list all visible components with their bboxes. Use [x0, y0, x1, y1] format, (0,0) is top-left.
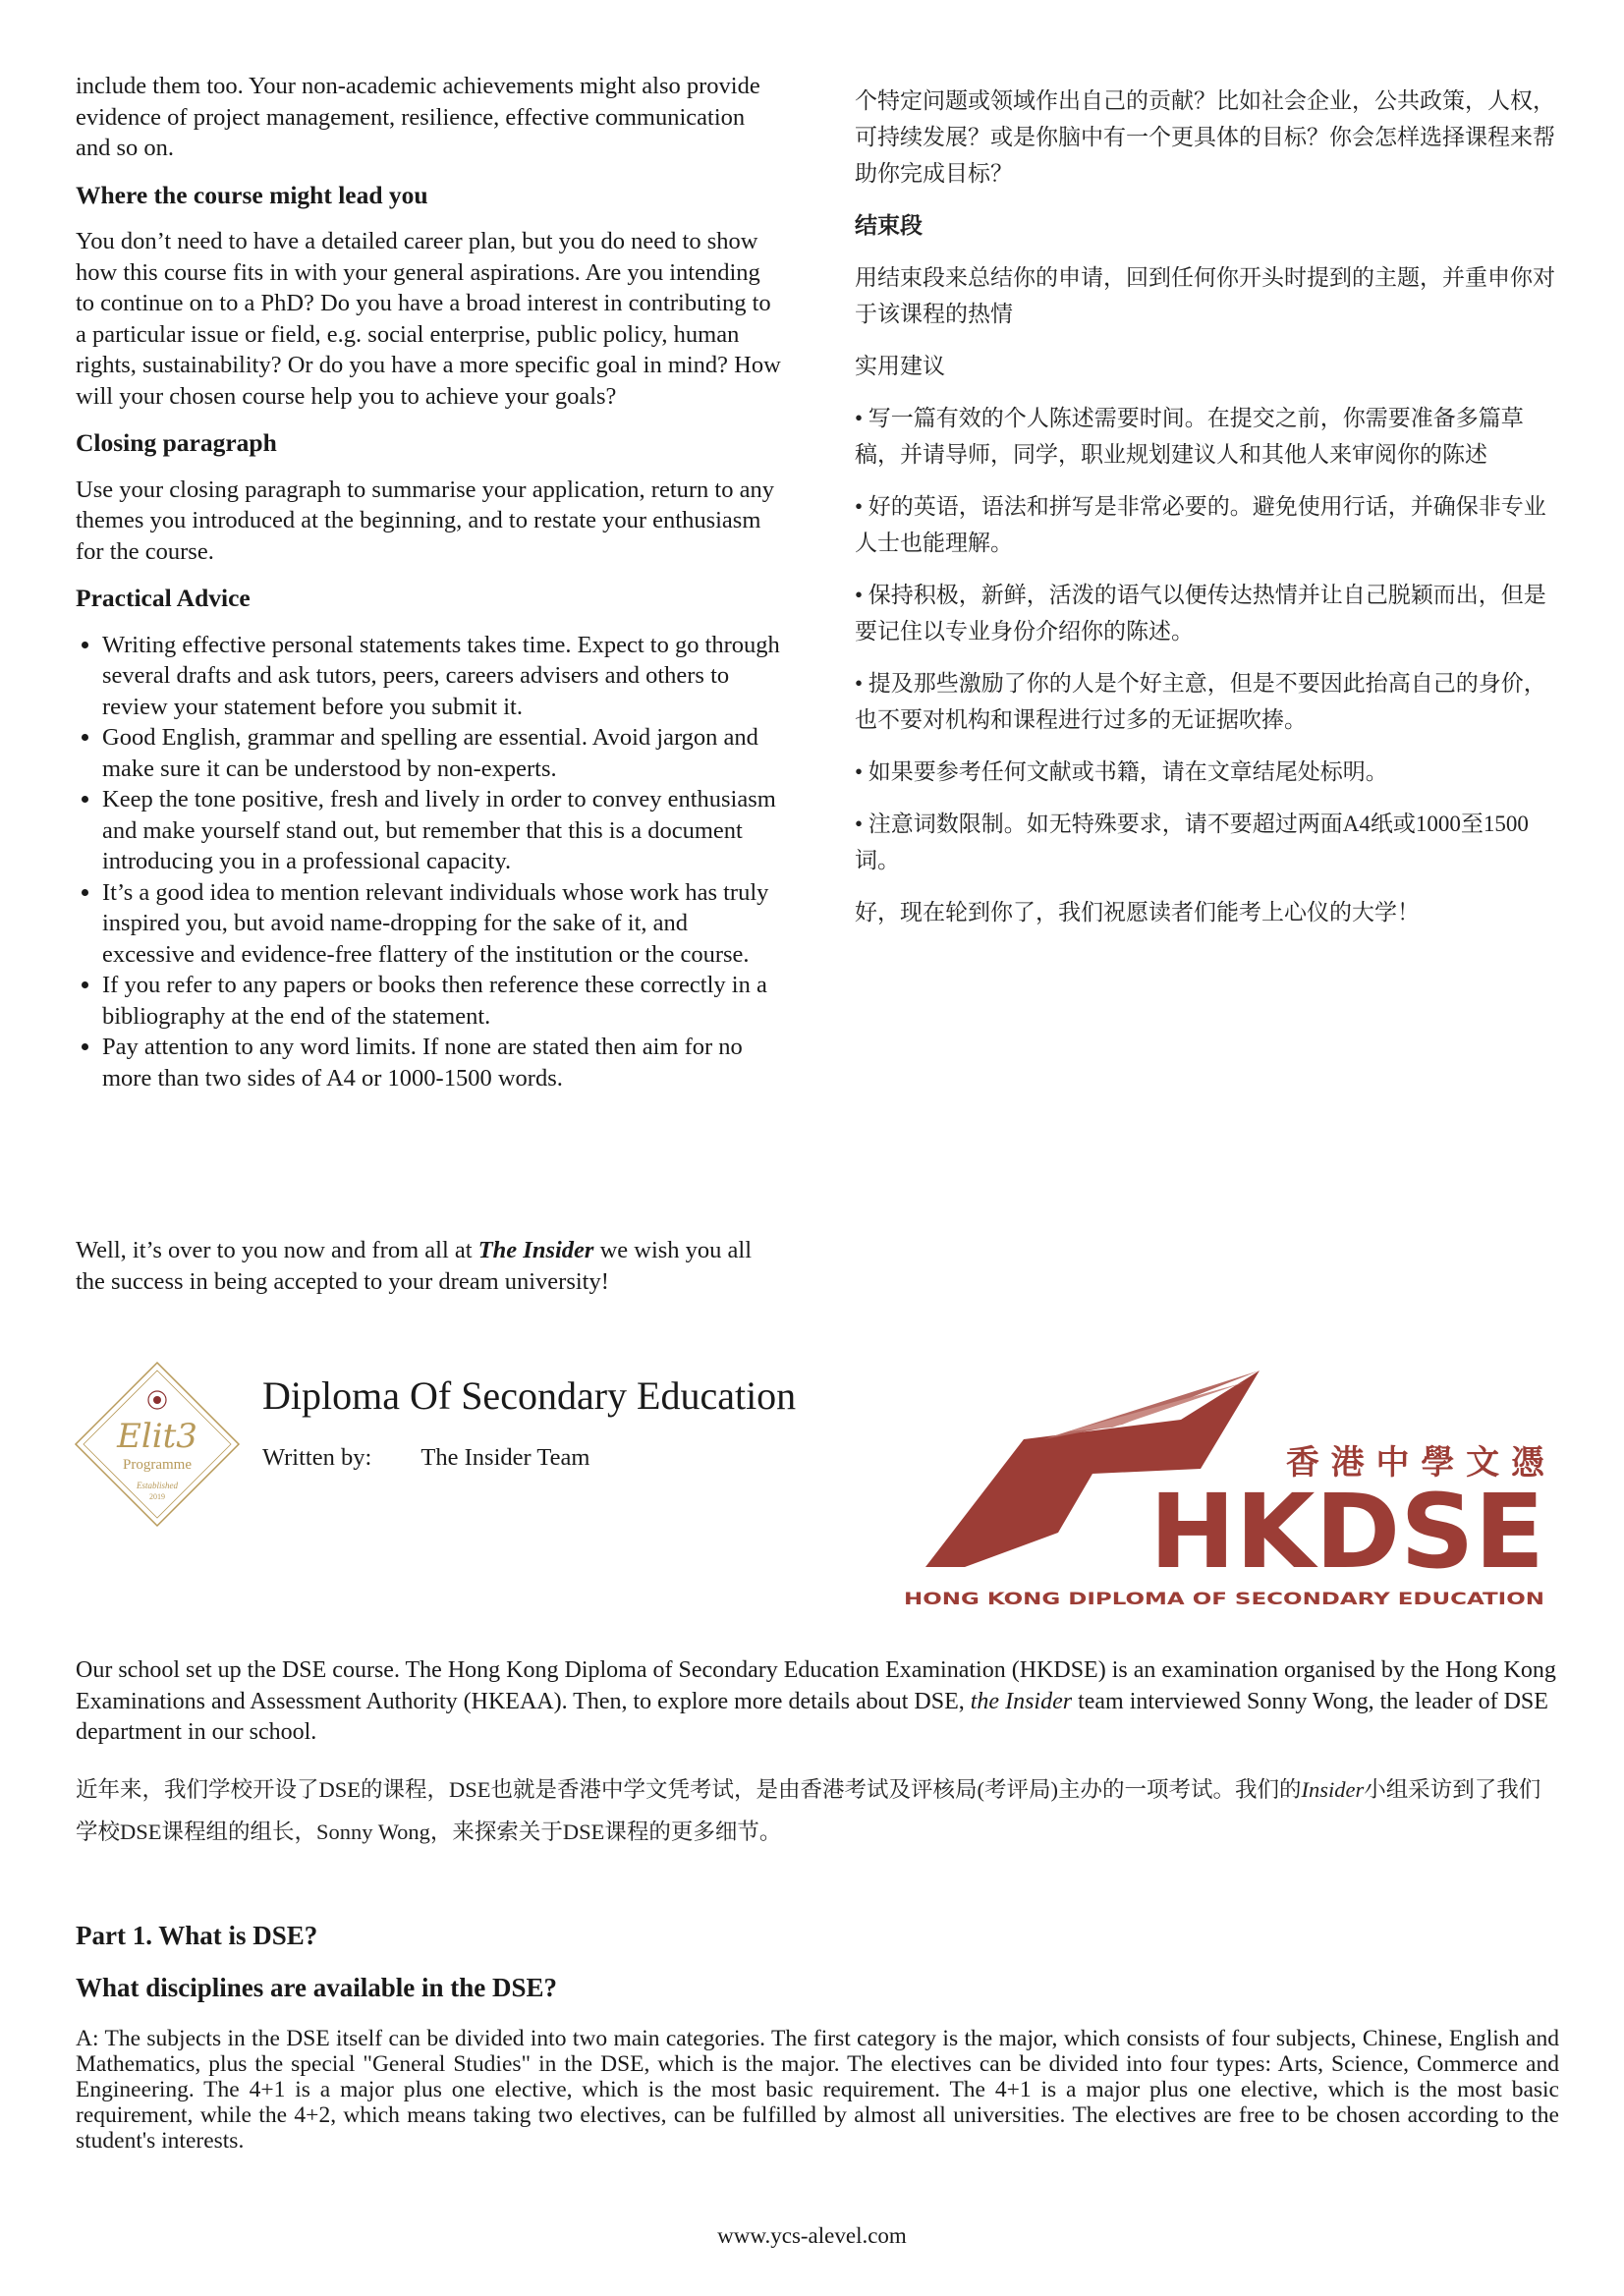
- article-title: Diploma Of Secondary Education: [262, 1373, 797, 1418]
- footer-url: www.ycs-alevel.com: [717, 2223, 907, 2248]
- practical-advice-list: [76, 630, 783, 1094]
- zh-intro-paragraph: 个特定问题或领域作出自己的贡献？比如社会企业，公共政策，人权，可持续发展？或是你脑中有一个更具体的目标？你会怎样选择课程来帮助你完成目标？: [855, 88, 1555, 186]
- list-item: • Keep the tone positive, fresh and lively in order to convey enthusiasm and make yourself stand out, but remember that this is a document introducing you in a professional capacity.: [102, 784, 783, 877]
- left-column: [76, 71, 783, 1093]
- seal-established-text: Established: [137, 1481, 178, 1490]
- list-item: • It’s a good idea to mention relevant individuals whose work has truly inspired you, but avoid name-dropping for the sake of it, and excessive and evidence-free flattery of the institution or the course.: [102, 877, 783, 971]
- logo-chinese-text: 香 港 中 學 文 憑: [1285, 1443, 1544, 1483]
- logo-english-text: HONG KONG DIPLOMA OF SECONDARY EDUCATION: [904, 1590, 1544, 1609]
- intro-en-part2: team interviewed Sonny Wong, the leader of DSE department in our school.: [76, 1688, 1548, 1745]
- intro-chinese: [76, 1768, 1559, 1853]
- closing-paragraph-text: Use your closing paragraph to summarise your application, return to any themes you introduced at the beginning, and to restate your enthusiasm for the course.: [76, 476, 774, 565]
- elite-programme-seal: [74, 1361, 241, 1528]
- list-item: • Good English, grammar and spelling are essential. Avoid jargon and make sure it can be understood by non-experts.: [102, 722, 783, 784]
- closing-note-after: we wish you all the success in being accepted to your dream university!: [76, 1237, 753, 1295]
- seal-programme-text: Programme: [123, 1457, 192, 1473]
- intro-zh-part2: 小组采访到了我们学校DSE课程组的组长，Sonny Wong，来探索关于DSE课程的更多细节。: [76, 1777, 1541, 1844]
- section-heading-course-lead: Where the course might lead you: [76, 180, 428, 209]
- zh-closing-note: 好，现在轮到你了，我们祝愿读者们能考上心仪的大学！: [855, 900, 1420, 924]
- list-item: • Pay attention to any word limits. If none are stated then aim for no more than two sides of A4 or 1000-1500 words.: [102, 1032, 783, 1093]
- part1-heading: Part 1. What is DSE?: [76, 1921, 318, 1950]
- logo-hkdse-text: HKDSE: [1149, 1472, 1544, 1592]
- zh-advice-item: • 注意词数限制。如无特殊要求，请不要超过两面A4纸或1000至1500词。: [855, 812, 1529, 872]
- zh-advice-item: • 保持积极，新鲜，活泼的语气以便传达热情并让自己脱颖而出，但是要记住以专业身份介绍你的陈述。: [855, 583, 1546, 644]
- seal-script-text: Elit3: [117, 1417, 197, 1456]
- closing-note-emphasis: The Insider: [477, 1237, 594, 1263]
- course-lead-paragraph: You don’t need to have a detailed career plan, but you do need to show how this course fits in with your general aspirations. Are you intending to continue on to a PhD? Do you have a broad interest in contributing to a particular issue or field, e.g. social enterprise, public policy, human rights, sustainability? Or do you have a more specific goal in mind? How will your chosen course help you to achieve your goals?: [76, 228, 781, 410]
- zh-advice-item: • 如果要参考任何文献或书籍，请在文章结尾处标明。: [855, 759, 1388, 784]
- list-item: • Writing effective personal statements takes time. Expect to go through several drafts and ask tutors, peers, careers advisers and others to review your statement before you submit it.: [102, 630, 783, 723]
- zh-closing-text: 用结束段来总结你的申请，回到任何你开头时提到的主题，并重申你对于该课程的热情: [855, 265, 1555, 326]
- intro-zh-part1: 近年来，我们学校开设了DSE的课程，DSE也就是香港中学文凭考试，是由香港考试及评核局(考评局)主办的一项考试。我们的: [76, 1777, 1302, 1802]
- zh-closing-heading: 结束段: [855, 213, 923, 238]
- zh-advice-item: • 好的英语，语法和拼写是非常必要的。避免使用行话，并确保非专业人士也能理解。: [855, 494, 1546, 555]
- seal-year-text: 2019: [149, 1492, 165, 1501]
- question-heading: What disciplines are available in the DSE?: [76, 1973, 558, 2002]
- intro-paragraph: include them too. Your non-academic achievements might also provide evidence of project management, resilience, effective communication and so on.: [76, 73, 760, 161]
- byline: [262, 1444, 589, 1472]
- zh-advice-item: • 写一篇有效的个人陈述需要时间。在提交之前，你需要准备多篇草稿，并请导师，同学，职业规划建议人和其他人来审阅你的陈述: [855, 406, 1524, 467]
- hkdse-logo: [896, 1371, 1564, 1611]
- byline-author: The Insider Team: [420, 1444, 590, 1471]
- intro-en-part1: Our school set up the DSE course. The Hong Kong Diploma of Secondary Education Examination (HKDSE) is an examination organised by the Hong Kong Examinations and Assessment Authority (HKEAA). Then, to explore more details about DSE,: [76, 1657, 1556, 1714]
- closing-note-before: Well, it’s over to you now and from all at: [76, 1237, 478, 1263]
- right-column: [855, 83, 1557, 946]
- closing-note: [76, 1235, 783, 1297]
- section-heading-closing: Closing paragraph: [76, 428, 277, 457]
- section-heading-practical-advice: Practical Advice: [76, 584, 251, 612]
- intro-zh-emphasis: Insider: [1301, 1777, 1365, 1802]
- answer-paragraph: A: The subjects in the DSE itself can be divided into two main categories. The first category is the major, which consists of four subjects, Chinese, English and Mathematics, plus the special "General Studies" in the DSE, which is the major. The electives can be divided into four types: Arts, Science, Commerce and Engineering. The 4+1 is a major plus one elective, which is the most basic requirement. The 4+1 is a major plus one elective, which is the most basic requirement, while the 4+2, which means taking two electives, can be fulfilled by almost all universities. The electives are free to be chosen according to the student's interests.: [76, 2026, 1559, 2154]
- zh-advice-heading: 实用建议: [855, 354, 945, 378]
- intro-en-emphasis: the Insider: [970, 1688, 1073, 1714]
- byline-label: Written by:: [262, 1444, 372, 1471]
- intro-english: [76, 1655, 1559, 1749]
- zh-advice-item: • 提及那些激励了你的人是个好主意，但是不要因此抬高自己的身价，也不要对机构和课程进行过多的无证据吹捧。: [855, 671, 1546, 732]
- list-item: • If you refer to any papers or books then reference these correctly in a bibliography at the end of the statement.: [102, 970, 783, 1032]
